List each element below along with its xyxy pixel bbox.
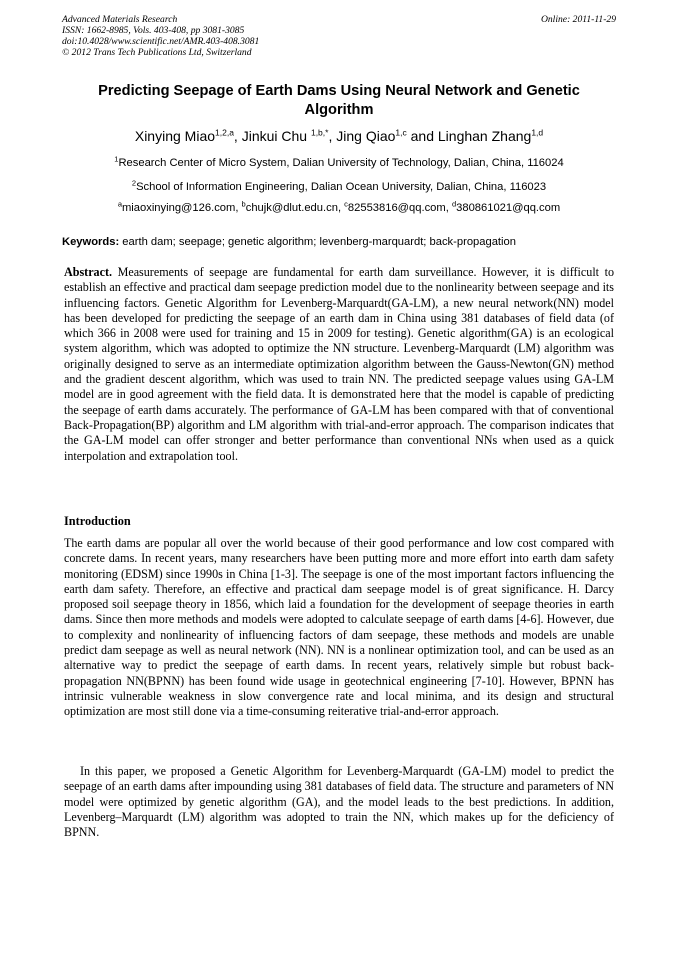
keywords-text: earth dam; seepage; genetic algorithm; levenberg-marquardt; back-propagation: [119, 236, 516, 248]
author: Jing Qiao$^{1,c}$ and: [336, 127, 438, 144]
author: Jinkui Chu $^{1,b,*}$,: [241, 127, 337, 144]
journal-name: Advanced Materials Research: [62, 14, 178, 25]
online-date: Online: 2011-11-29: [540, 14, 616, 25]
journal-header: [62, 14, 616, 58]
introduction-paragraph-1: The earth dams are popular all over the world because of their good performance and low cost compared with concrete dams. In recent years, many researchers have been putting more and more effort into earth dam safety monitoring (EDSM) since 1990s in China [1-3]. The seepage is one of the most important factors influencing the earth dam safety. Therefore, an effective and practical dam seepage model is of great significance. H. Darcy proposed soil seepage theory in 1856, which laid a foundation for the development of seepage theories in earth dams. Since then more methods and models were adopted to calculate seepage of earth dams [4-6]. However, due to complexity and nonlinearity of influencing factors of dam seepage, these methods and models are unable predict dam seepage as well as neural network (NN). NN is a nonlinear optimization tool, and can be used as an alternative way to predict the seepage of earth dams. In recent years, relatively simple but robust back-propagation NN(BPNN) has been found wide usage in geotechnical engineering [7-10]. However, BPNN has intrinsic vulnerable weakness in slow convergence rate and local minima, and its design and structural optimization are most still done via a time-consuming reiterative trial-and-error approach.: [64, 536, 614, 719]
introduction-paragraph-2: In this paper, we proposed a Genetic Algorithm for Levenberg-Marquardt (GA-LM) model to predict the seepage of an earth dams after impounding using 381 databases of field data. The structure and parameters of NN model were optimized by genetic algorithm (GA), and the model leads to the best predictions. In addition, Levenberg–Marquardt (LM) algorithm was adopted to train the NN, which makes up for the deficiency of BPNN.: [64, 764, 614, 840]
author-email: $^c$82553816@qq.com,: [344, 199, 452, 214]
introduction-heading: Introduction: [64, 514, 131, 528]
author-email: $^b$chujk@dlut.edu.cn,: [241, 199, 345, 214]
author-list: [62, 127, 616, 145]
keywords: [62, 235, 616, 249]
copyright-line: © 2012 Trans Tech Publications Ltd, Switzerland: [62, 47, 252, 58]
affiliation-1: $^1$Research Center of Micro System, Dalian University of Technology, Dalian, China, 116024: [114, 154, 564, 169]
abstract-label: Abstract.: [64, 265, 113, 279]
author-email: $^a$miaoxinying@126.com,: [117, 199, 242, 214]
abstract: [64, 265, 614, 464]
affiliation-2: $^2$School of Information Engineering, Dalian Ocean University, Dalian, China, 116023: [131, 178, 547, 193]
abstract-text: Measurements of seepage are fundamental for earth dam surveillance. However, it is difficult to establish an effective and practical dam seepage prediction model due to the nonlinearity between seepage and its influencing factors. Genetic Algorithm for Levenberg-Marquardt(GA-LM), a new neural network(NN) model has been developed for predicting the seepage of an earth dam in China using 381 databases of field data (of which 366 in 2008 were used for training and 15 in 2009 for testing). Genetic algorithm(GA) is an ecological system algorithm, which was adopted to optimize the NN structure. Levenberg-Marquardt (LM) algorithm was originally designed to serve as an intermediate optimization algorithm between the Gauss-Newton(GN) method and the gradient descent algorithm, which was used to train NN. The predicted seepage values using GA-LM model are in good agreement with the field data. It is demonstrated here that the model is capable of predicting the seepage of earth dams accurately. The performance of GA-LM has been compared with that of conventional Back-Propagation(BP) algorithm and LM algorithm with trial-and-error approach. The comparison indicates that the GA-LM model can offer stronger and better performance than conventional NNs when used as a quick interpolation and extrapolation tool.: [64, 265, 614, 463]
author-email: $^d$380861021@qq.com: [451, 199, 561, 214]
issn-line: ISSN: 1662-8985, Vols. 403-408, pp 3081-3085: [62, 25, 245, 36]
author: Linghan Zhang$^{1,d}$: [437, 127, 544, 144]
keywords-label: Keywords:: [62, 236, 120, 248]
doi-line: doi:10.4028/www.scientific.net/AMR.403-408.3081: [62, 36, 260, 47]
author: Xinying Miao$^{1,2,a}$,: [134, 127, 242, 144]
email-list: [62, 201, 616, 215]
paper-title: Predicting Seepage of Earth Dams Using Neural Network and Genetic Algorithm: [98, 83, 580, 118]
